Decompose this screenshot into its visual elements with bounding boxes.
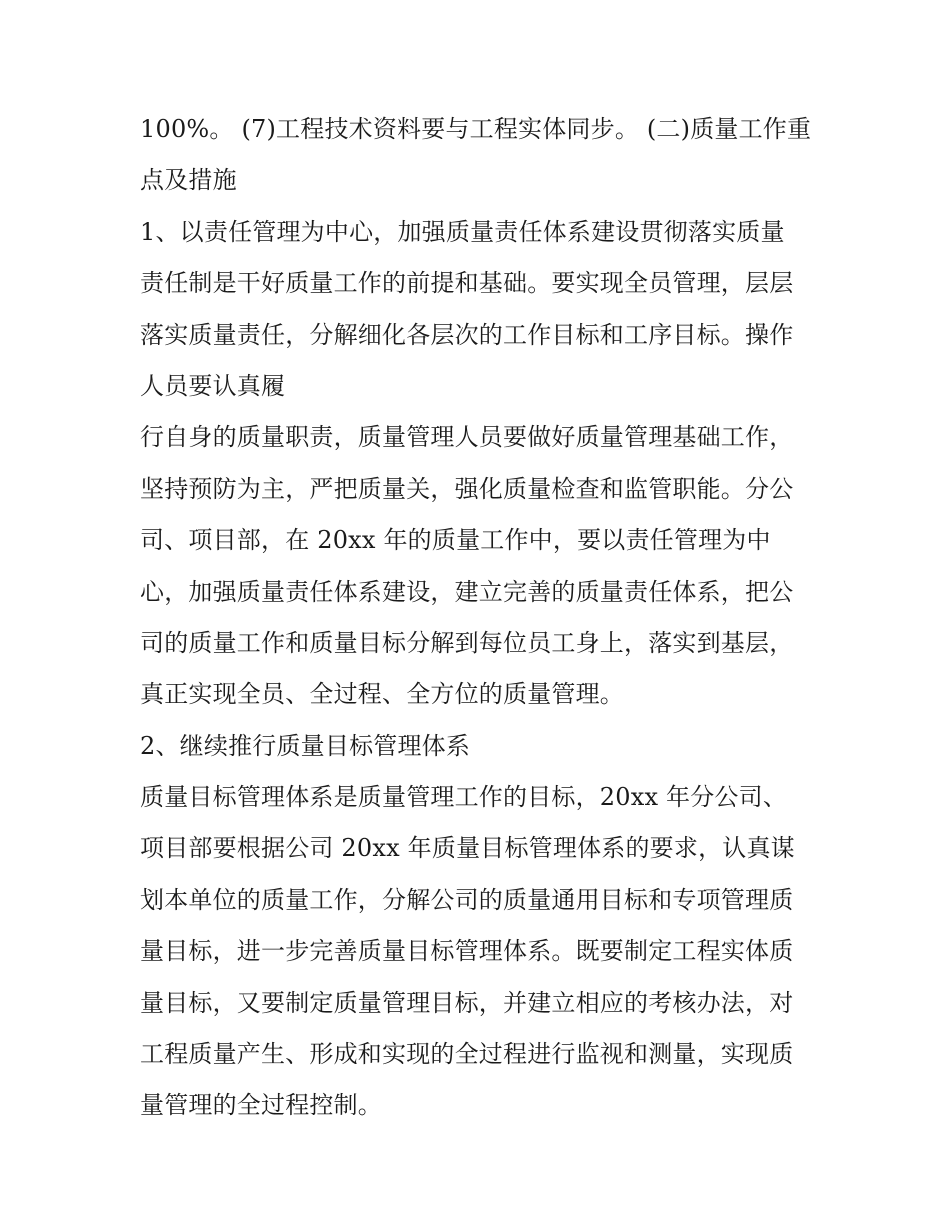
text-line-18: 量目标，又要制定质量管理目标，并建立相应的考核办法，对 xyxy=(140,988,794,1017)
text-line-3: 1、以责任管理为中心，加强质量责任体系建设贯彻落实质量 xyxy=(140,217,785,246)
text-line-20: 量管理的全过程控制。 xyxy=(140,1091,382,1120)
text-line-17: 量目标，进一步完善质量目标管理体系。既要制定工程实体质 xyxy=(140,937,794,966)
text-line-19: 工程质量产生、形成和实现的全过程进行监视和测量，实现质 xyxy=(140,1040,794,1069)
text-line-9: 司、项目部，在 20xx 年的质量工作中，要以责任管理为中 xyxy=(140,526,771,555)
text-line-13: 2、继续推行质量目标管理体系 xyxy=(140,731,471,760)
text-line-6: 人员要认真履 xyxy=(140,371,286,400)
text-line-8: 坚持预防为主，严把质量关，强化质量检查和监管职能。分公 xyxy=(140,474,794,503)
text-line-2: 点及措施 xyxy=(140,166,237,195)
text-line-14: 质量目标管理体系是质量管理工作的目标，20xx 年分公司、 xyxy=(140,783,788,812)
text-line-11: 司的质量工作和质量目标分解到每位员工身上，落实到基层， xyxy=(140,628,794,657)
text-line-5: 落实质量责任，分解细化各层次的工作目标和工序目标。操作 xyxy=(140,320,794,349)
text-line-4: 责任制是干好质量工作的前提和基础。要实现全员管理，层层 xyxy=(140,269,794,298)
text-line-16: 划本单位的质量工作，分解公司的质量通用目标和专项管理质 xyxy=(140,885,794,914)
text-line-7: 行自身的质量职责，质量管理人员要做好质量管理基础工作， xyxy=(140,423,794,452)
text-line-1: 100%。 (7)工程技术资料要与工程实体同步。 (二)质量工作重 xyxy=(140,115,812,143)
document-body xyxy=(140,104,820,1132)
text-line-15: 项目部要根据公司 20xx 年质量目标管理体系的要求，认真谋 xyxy=(140,834,795,863)
text-line-12: 真正实现全员、全过程、全方位的质量管理。 xyxy=(140,680,624,709)
text-line-10: 心，加强质量责任体系建设，建立完善的质量责任体系，把公 xyxy=(140,577,794,606)
